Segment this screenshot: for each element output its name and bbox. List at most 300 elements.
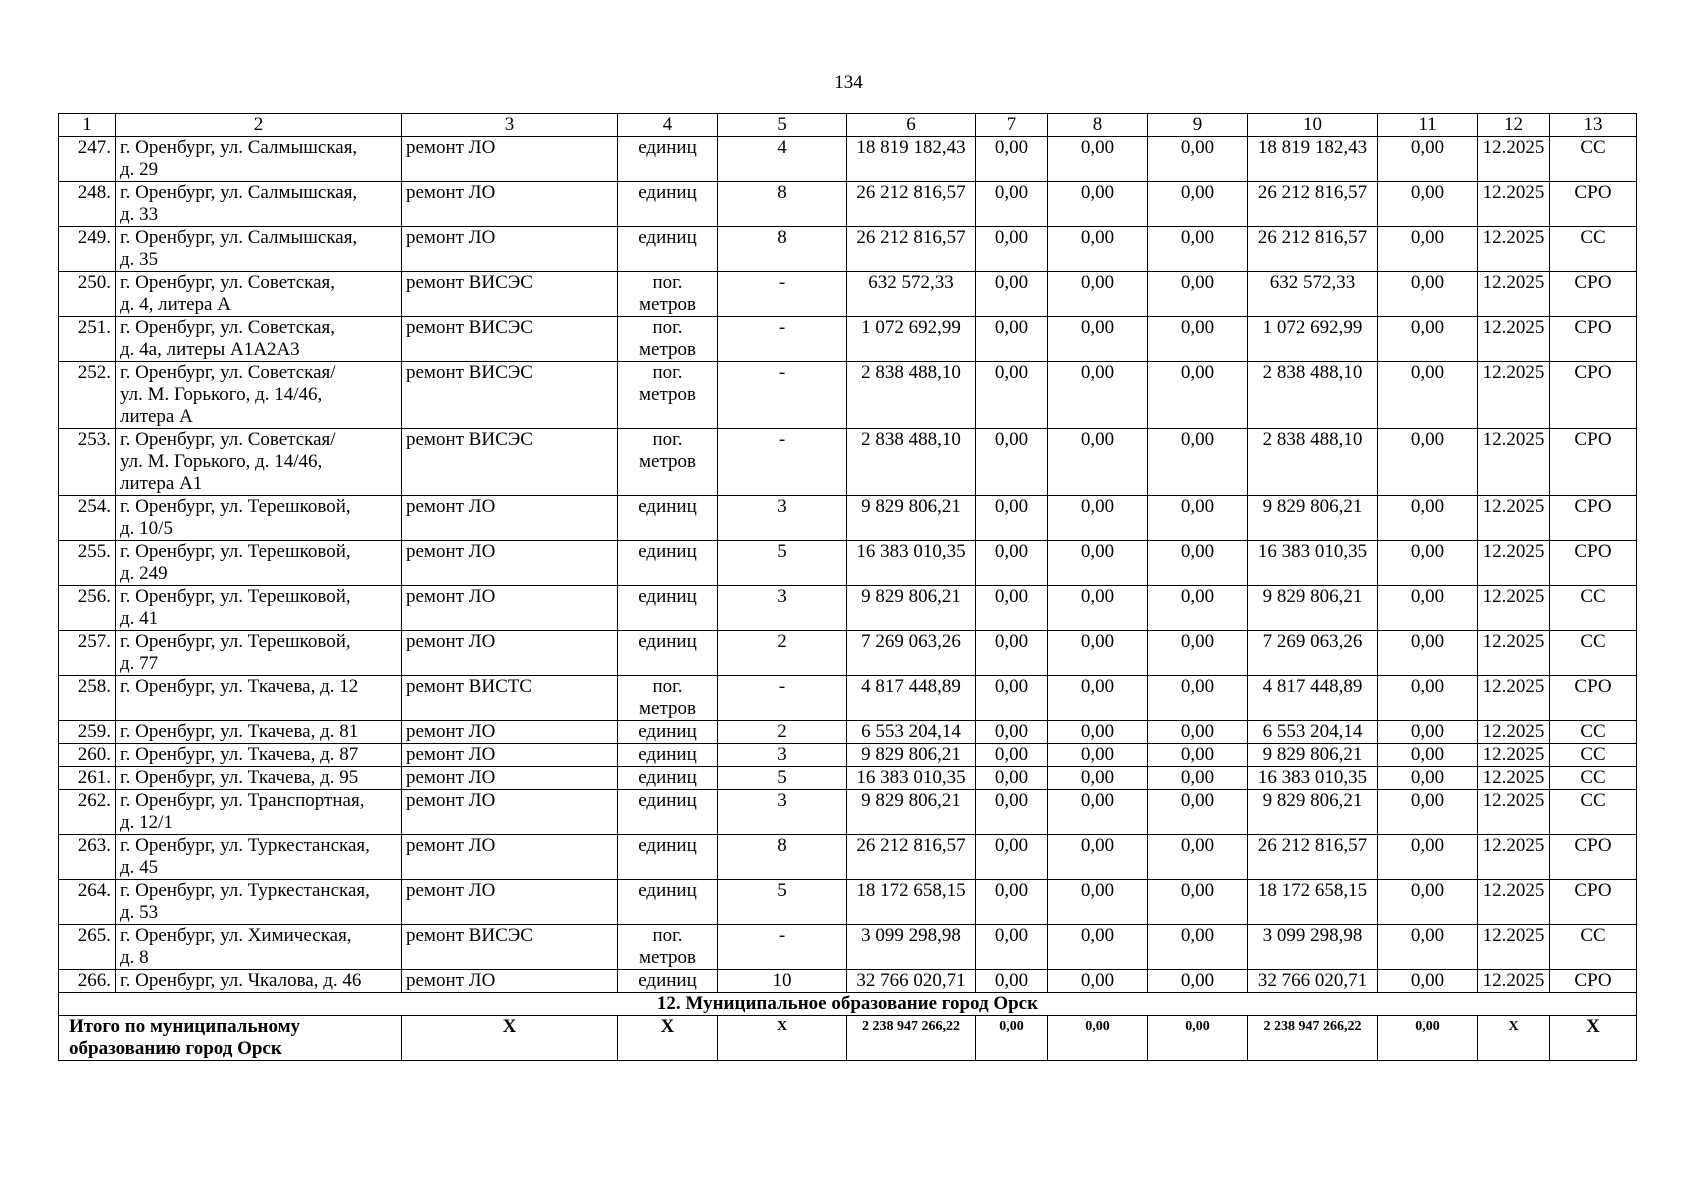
value-c6: 9 829 806,21 <box>847 496 976 541</box>
work-type: ремонт ЛО <box>402 970 618 993</box>
value-c7: 0,00 <box>976 272 1048 317</box>
quantity: - <box>718 429 847 496</box>
method-code: СРО <box>1550 272 1637 317</box>
value-c7: 0,00 <box>976 631 1048 676</box>
value-c8: 0,00 <box>1048 767 1148 790</box>
address-cell <box>116 496 402 541</box>
value-c11: 0,00 <box>1378 362 1478 429</box>
work-type: ремонт ЛО <box>402 227 618 272</box>
total-row <box>59 1016 1637 1061</box>
column-header: 12 <box>1478 114 1550 137</box>
value-c10: 26 212 816,57 <box>1248 182 1378 227</box>
value-c9: 0,00 <box>1148 362 1248 429</box>
unit-line: пог. <box>652 429 683 450</box>
address-cell <box>116 880 402 925</box>
unit-cell <box>618 137 718 182</box>
method-code: СРО <box>1550 676 1637 721</box>
address-cell <box>116 317 402 362</box>
value-c10: 2 838 488,10 <box>1248 362 1378 429</box>
address-line: д. 33 <box>120 204 159 225</box>
value-c8: 0,00 <box>1048 970 1148 993</box>
address-line: д. 41 <box>120 608 159 629</box>
value-c11: 0,00 <box>1378 835 1478 880</box>
unit-line: единиц <box>638 744 697 765</box>
address-cell <box>116 182 402 227</box>
row-number: 266. <box>59 970 116 993</box>
work-type: ремонт ЛО <box>402 137 618 182</box>
address-line: ул. М. Горького, д. 14/46, <box>120 451 323 472</box>
unit-line: метров <box>639 384 696 405</box>
value-c6: 6 553 204,14 <box>847 721 976 744</box>
value-c8: 0,00 <box>1048 790 1148 835</box>
value-c6: 9 829 806,21 <box>847 744 976 767</box>
work-type: ремонт ЛО <box>402 721 618 744</box>
value-c9: 0,00 <box>1148 721 1248 744</box>
value-c6: 3 099 298,98 <box>847 925 976 970</box>
total-col-4: Х <box>618 1016 718 1061</box>
value-c7: 0,00 <box>976 744 1048 767</box>
total-col-9: 0,00 <box>1148 1016 1248 1061</box>
value-c8: 0,00 <box>1048 744 1148 767</box>
row-number: 258. <box>59 676 116 721</box>
table-row <box>59 496 1637 541</box>
table-row <box>59 362 1637 429</box>
row-number: 261. <box>59 767 116 790</box>
value-c6: 2 838 488,10 <box>847 429 976 496</box>
value-c12: 12.2025 <box>1478 631 1550 676</box>
address-line: г. Оренбург, ул. Салмышская, <box>120 137 358 158</box>
address-cell <box>116 541 402 586</box>
method-code: СРО <box>1550 182 1637 227</box>
method-code: СРО <box>1550 541 1637 586</box>
address-cell <box>116 362 402 429</box>
value-c10: 2 838 488,10 <box>1248 429 1378 496</box>
value-c12: 12.2025 <box>1478 227 1550 272</box>
work-type: ремонт ЛО <box>402 541 618 586</box>
unit-cell <box>618 676 718 721</box>
value-c8: 0,00 <box>1048 676 1148 721</box>
work-type: ремонт ЛО <box>402 631 618 676</box>
value-c9: 0,00 <box>1148 541 1248 586</box>
total-col-12: Х <box>1478 1016 1550 1061</box>
column-header: 11 <box>1378 114 1478 137</box>
unit-line: единиц <box>638 767 697 788</box>
quantity: 5 <box>718 767 847 790</box>
value-c11: 0,00 <box>1378 925 1478 970</box>
column-header: 3 <box>402 114 618 137</box>
table-row <box>59 227 1637 272</box>
value-c10: 18 819 182,43 <box>1248 137 1378 182</box>
unit-line: метров <box>639 294 696 315</box>
value-c6: 1 072 692,99 <box>847 317 976 362</box>
column-header: 9 <box>1148 114 1248 137</box>
address-cell <box>116 744 402 767</box>
value-c9: 0,00 <box>1148 790 1248 835</box>
address-cell <box>116 227 402 272</box>
column-header: 8 <box>1048 114 1148 137</box>
quantity: 3 <box>718 744 847 767</box>
value-c12: 12.2025 <box>1478 790 1550 835</box>
value-c12: 12.2025 <box>1478 541 1550 586</box>
value-c6: 4 817 448,89 <box>847 676 976 721</box>
value-c8: 0,00 <box>1048 586 1148 631</box>
work-type: ремонт ВИСЭС <box>402 272 618 317</box>
column-header: 7 <box>976 114 1048 137</box>
column-header: 4 <box>618 114 718 137</box>
unit-cell <box>618 182 718 227</box>
row-number: 260. <box>59 744 116 767</box>
unit-line: единиц <box>638 586 697 607</box>
method-code: СС <box>1550 137 1637 182</box>
value-c8: 0,00 <box>1048 496 1148 541</box>
value-c8: 0,00 <box>1048 429 1148 496</box>
address-line: г. Оренбург, ул. Туркестанская, <box>120 880 370 901</box>
value-c10: 26 212 816,57 <box>1248 227 1378 272</box>
value-c12: 12.2025 <box>1478 182 1550 227</box>
value-c12: 12.2025 <box>1478 970 1550 993</box>
address-cell <box>116 429 402 496</box>
row-number: 252. <box>59 362 116 429</box>
address-line: г. Оренбург, ул. Ткачева, д. 12 <box>120 676 359 697</box>
value-c10: 18 172 658,15 <box>1248 880 1378 925</box>
address-cell <box>116 676 402 721</box>
total-label-line: образованию город Орск <box>69 1038 282 1059</box>
address-line: г. Оренбург, ул. Ткачева, д. 87 <box>120 744 359 765</box>
unit-cell <box>618 362 718 429</box>
address-cell <box>116 835 402 880</box>
value-c8: 0,00 <box>1048 137 1148 182</box>
value-c10: 9 829 806,21 <box>1248 790 1378 835</box>
quantity: - <box>718 317 847 362</box>
address-cell <box>116 970 402 993</box>
value-c12: 12.2025 <box>1478 272 1550 317</box>
value-c12: 12.2025 <box>1478 137 1550 182</box>
value-c7: 0,00 <box>976 429 1048 496</box>
value-c11: 0,00 <box>1378 970 1478 993</box>
value-c8: 0,00 <box>1048 925 1148 970</box>
unit-cell <box>618 227 718 272</box>
value-c11: 0,00 <box>1378 317 1478 362</box>
value-c10: 32 766 020,71 <box>1248 970 1378 993</box>
table-row <box>59 790 1637 835</box>
table-row <box>59 541 1637 586</box>
value-c7: 0,00 <box>976 137 1048 182</box>
address-cell <box>116 272 402 317</box>
unit-line: метров <box>639 698 696 719</box>
value-c7: 0,00 <box>976 676 1048 721</box>
header-row <box>59 114 1637 137</box>
address-line: д. 4, литера А <box>120 294 231 315</box>
quantity: 10 <box>718 970 847 993</box>
address-line: д. 35 <box>120 249 159 270</box>
method-code: СРО <box>1550 970 1637 993</box>
row-number: 262. <box>59 790 116 835</box>
value-c8: 0,00 <box>1048 182 1148 227</box>
table-row <box>59 586 1637 631</box>
value-c7: 0,00 <box>976 925 1048 970</box>
unit-cell <box>618 541 718 586</box>
address-line: г. Оренбург, ул. Салмышская, <box>120 227 358 248</box>
value-c7: 0,00 <box>976 721 1048 744</box>
work-type: ремонт ВИСТС <box>402 676 618 721</box>
value-c9: 0,00 <box>1148 835 1248 880</box>
value-c11: 0,00 <box>1378 631 1478 676</box>
value-c8: 0,00 <box>1048 631 1148 676</box>
capital-repair-table <box>58 113 1637 1061</box>
address-line: д. 53 <box>120 902 159 923</box>
value-c6: 7 269 063,26 <box>847 631 976 676</box>
unit-line: пог. <box>652 362 683 383</box>
table-row <box>59 767 1637 790</box>
unit-line: пог. <box>652 925 683 946</box>
address-cell <box>116 586 402 631</box>
address-line: ул. М. Горького, д. 14/46, <box>120 384 323 405</box>
total-col-5: Х <box>718 1016 847 1061</box>
unit-line: единиц <box>638 880 697 901</box>
quantity: - <box>718 925 847 970</box>
quantity: - <box>718 272 847 317</box>
section-title: 12. Муниципальное образование город Орск <box>59 993 1637 1016</box>
value-c12: 12.2025 <box>1478 362 1550 429</box>
value-c11: 0,00 <box>1378 272 1478 317</box>
unit-line: единиц <box>638 631 697 652</box>
value-c8: 0,00 <box>1048 721 1148 744</box>
unit-line: метров <box>639 451 696 472</box>
value-c9: 0,00 <box>1148 880 1248 925</box>
address-line: г. Оренбург, ул. Ткачева, д. 81 <box>120 721 359 742</box>
unit-line: единиц <box>638 496 697 517</box>
table-row <box>59 429 1637 496</box>
unit-line: метров <box>639 947 696 968</box>
value-c9: 0,00 <box>1148 631 1248 676</box>
method-code: СРО <box>1550 362 1637 429</box>
value-c11: 0,00 <box>1378 721 1478 744</box>
value-c6: 18 172 658,15 <box>847 880 976 925</box>
address-line: г. Оренбург, ул. Химическая, <box>120 925 352 946</box>
unit-cell <box>618 835 718 880</box>
value-c7: 0,00 <box>976 790 1048 835</box>
value-c6: 16 383 010,35 <box>847 767 976 790</box>
total-col-3: Х <box>402 1016 618 1061</box>
method-code: СРО <box>1550 880 1637 925</box>
unit-line: пог. <box>652 676 683 697</box>
table-body <box>59 114 1637 1061</box>
address-line: д. 29 <box>120 159 159 180</box>
table-row <box>59 182 1637 227</box>
value-c7: 0,00 <box>976 586 1048 631</box>
address-cell <box>116 631 402 676</box>
value-c8: 0,00 <box>1048 227 1148 272</box>
total-col-10: 2 238 947 266,22 <box>1248 1016 1378 1061</box>
value-c7: 0,00 <box>976 880 1048 925</box>
work-type: ремонт ВИСЭС <box>402 925 618 970</box>
value-c11: 0,00 <box>1378 676 1478 721</box>
value-c11: 0,00 <box>1378 429 1478 496</box>
address-line: д. 45 <box>120 857 159 878</box>
unit-line: единиц <box>638 835 697 856</box>
value-c9: 0,00 <box>1148 429 1248 496</box>
value-c8: 0,00 <box>1048 317 1148 362</box>
value-c9: 0,00 <box>1148 744 1248 767</box>
row-number: 254. <box>59 496 116 541</box>
value-c12: 12.2025 <box>1478 744 1550 767</box>
value-c7: 0,00 <box>976 182 1048 227</box>
value-c11: 0,00 <box>1378 496 1478 541</box>
unit-cell <box>618 790 718 835</box>
column-header: 2 <box>116 114 402 137</box>
address-line: г. Оренбург, ул. Советская/ <box>120 362 336 383</box>
value-c11: 0,00 <box>1378 790 1478 835</box>
address-line: г. Оренбург, ул. Терешковой, <box>120 541 351 562</box>
row-number: 256. <box>59 586 116 631</box>
value-c8: 0,00 <box>1048 541 1148 586</box>
unit-line: единиц <box>638 182 697 203</box>
value-c12: 12.2025 <box>1478 496 1550 541</box>
table-row <box>59 317 1637 362</box>
table-row <box>59 925 1637 970</box>
value-c11: 0,00 <box>1378 137 1478 182</box>
row-number: 247. <box>59 137 116 182</box>
quantity: 3 <box>718 790 847 835</box>
value-c8: 0,00 <box>1048 272 1148 317</box>
work-type: ремонт ЛО <box>402 586 618 631</box>
page-number: 134 <box>834 72 863 93</box>
value-c11: 0,00 <box>1378 541 1478 586</box>
value-c6: 9 829 806,21 <box>847 586 976 631</box>
unit-cell <box>618 272 718 317</box>
work-type: ремонт ЛО <box>402 767 618 790</box>
address-line: д. 12/1 <box>120 812 173 833</box>
value-c6: 16 383 010,35 <box>847 541 976 586</box>
unit-line: единиц <box>638 541 697 562</box>
address-line: г. Оренбург, ул. Транспортная, <box>120 790 365 811</box>
address-line: г. Оренбург, ул. Салмышская, <box>120 182 358 203</box>
value-c8: 0,00 <box>1048 362 1148 429</box>
method-code: СС <box>1550 744 1637 767</box>
method-code: СС <box>1550 586 1637 631</box>
value-c10: 16 383 010,35 <box>1248 541 1378 586</box>
value-c10: 9 829 806,21 <box>1248 744 1378 767</box>
value-c9: 0,00 <box>1148 586 1248 631</box>
method-code: СРО <box>1550 835 1637 880</box>
table-row <box>59 676 1637 721</box>
value-c6: 18 819 182,43 <box>847 137 976 182</box>
row-number: 251. <box>59 317 116 362</box>
value-c12: 12.2025 <box>1478 317 1550 362</box>
unit-line: единиц <box>638 721 697 742</box>
quantity: 3 <box>718 496 847 541</box>
unit-line: единиц <box>638 970 697 991</box>
unit-line: метров <box>639 339 696 360</box>
total-label <box>59 1016 402 1061</box>
value-c12: 12.2025 <box>1478 676 1550 721</box>
address-line: г. Оренбург, ул. Терешковой, <box>120 496 351 517</box>
value-c9: 0,00 <box>1148 767 1248 790</box>
value-c11: 0,00 <box>1378 586 1478 631</box>
quantity: 8 <box>718 182 847 227</box>
quantity: - <box>718 676 847 721</box>
column-header: 5 <box>718 114 847 137</box>
work-type: ремонт ВИСЭС <box>402 429 618 496</box>
work-type: ремонт ЛО <box>402 880 618 925</box>
work-type: ремонт ЛО <box>402 744 618 767</box>
quantity: 4 <box>718 137 847 182</box>
address-cell <box>116 721 402 744</box>
address-line: д. 249 <box>120 563 168 584</box>
value-c11: 0,00 <box>1378 744 1478 767</box>
work-type: ремонт ЛО <box>402 790 618 835</box>
quantity: 8 <box>718 835 847 880</box>
row-number: 264. <box>59 880 116 925</box>
value-c7: 0,00 <box>976 970 1048 993</box>
value-c12: 12.2025 <box>1478 721 1550 744</box>
address-cell <box>116 137 402 182</box>
method-code: СС <box>1550 721 1637 744</box>
method-code: СРО <box>1550 429 1637 496</box>
quantity: 8 <box>718 227 847 272</box>
method-code: СРО <box>1550 496 1637 541</box>
table-row <box>59 631 1637 676</box>
value-c6: 32 766 020,71 <box>847 970 976 993</box>
unit-line: единиц <box>638 137 697 158</box>
column-header: 6 <box>847 114 976 137</box>
value-c10: 4 817 448,89 <box>1248 676 1378 721</box>
address-line: литера А1 <box>120 473 203 494</box>
total-label-line: Итого по муниципальному <box>69 1016 301 1037</box>
value-c11: 0,00 <box>1378 880 1478 925</box>
value-c10: 7 269 063,26 <box>1248 631 1378 676</box>
value-c10: 3 099 298,98 <box>1248 925 1378 970</box>
address-line: д. 4а, литеры А1А2А3 <box>120 339 300 360</box>
address-line: литера А <box>120 406 193 427</box>
address-line: д. 77 <box>120 653 159 674</box>
value-c6: 9 829 806,21 <box>847 790 976 835</box>
quantity: 3 <box>718 586 847 631</box>
value-c9: 0,00 <box>1148 496 1248 541</box>
value-c11: 0,00 <box>1378 182 1478 227</box>
quantity: - <box>718 362 847 429</box>
address-line: г. Оренбург, ул. Терешковой, <box>120 631 351 652</box>
method-code: СС <box>1550 767 1637 790</box>
column-header: 1 <box>59 114 116 137</box>
row-number: 253. <box>59 429 116 496</box>
value-c7: 0,00 <box>976 767 1048 790</box>
value-c11: 0,00 <box>1378 227 1478 272</box>
unit-cell <box>618 925 718 970</box>
address-cell <box>116 925 402 970</box>
unit-cell <box>618 429 718 496</box>
unit-cell <box>618 721 718 744</box>
total-col-7: 0,00 <box>976 1016 1048 1061</box>
value-c9: 0,00 <box>1148 227 1248 272</box>
value-c6: 26 212 816,57 <box>847 227 976 272</box>
total-col-8: 0,00 <box>1048 1016 1148 1061</box>
table-row <box>59 970 1637 993</box>
address-line: г. Оренбург, ул. Туркестанская, <box>120 835 370 856</box>
value-c9: 0,00 <box>1148 317 1248 362</box>
value-c6: 2 838 488,10 <box>847 362 976 429</box>
value-c10: 9 829 806,21 <box>1248 586 1378 631</box>
quantity: 2 <box>718 721 847 744</box>
value-c12: 12.2025 <box>1478 925 1550 970</box>
total-col-6: 2 238 947 266,22 <box>847 1016 976 1061</box>
value-c6: 632 572,33 <box>847 272 976 317</box>
method-code: СС <box>1550 227 1637 272</box>
address-line: г. Оренбург, ул. Советская, <box>120 317 336 338</box>
address-line: г. Оренбург, ул. Советская, <box>120 272 336 293</box>
work-type: ремонт ЛО <box>402 496 618 541</box>
address-line: д. 10/5 <box>120 518 173 539</box>
